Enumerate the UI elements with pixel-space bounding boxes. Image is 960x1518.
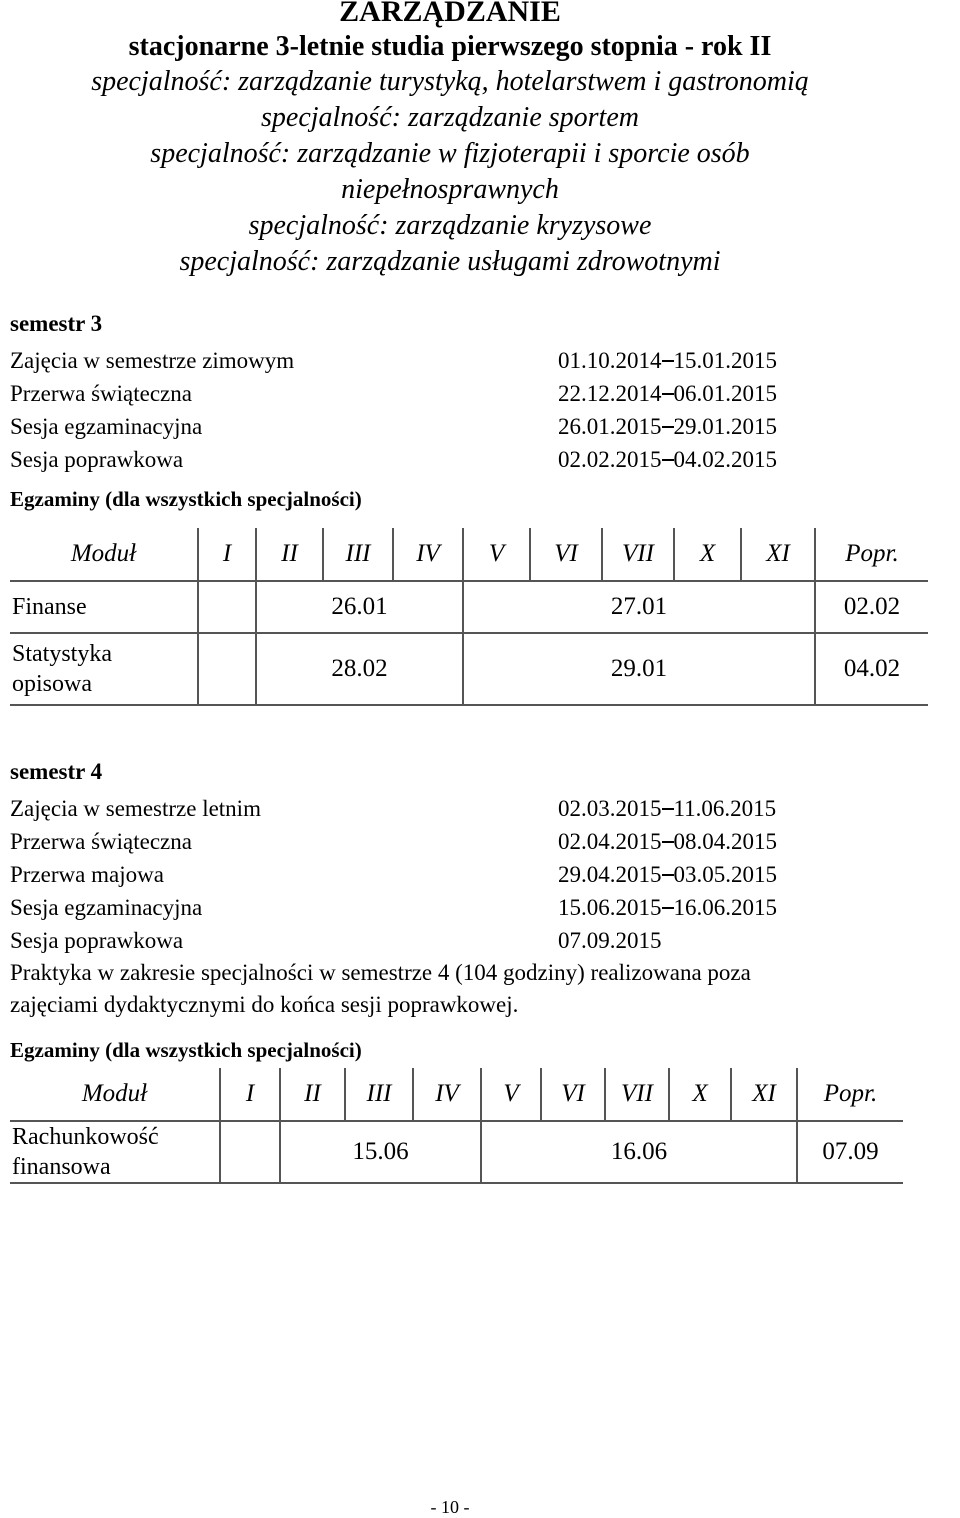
date-range-dash (662, 841, 674, 843)
schedule-label: Sesja poprawkowa (10, 928, 184, 953)
specialization-line: specjalność: zarządzanie sportem (261, 102, 639, 133)
schedule-row (10, 344, 910, 377)
exam-heading: Egzaminy (dla wszystkich specjalności) (10, 487, 362, 511)
document-title: ZARZĄDZANIE (339, 0, 561, 28)
schedule-dates (558, 858, 777, 891)
schedule-dates (558, 924, 662, 957)
schedule-dates (558, 891, 777, 924)
schedule-dates (558, 825, 777, 858)
schedule-row (10, 792, 910, 825)
date-from: 02.04.2015 (558, 829, 662, 854)
column-header: Popr. (797, 1068, 903, 1121)
date-to: 16.06.2015 (673, 895, 777, 920)
specialization-line: specjalność: zarządzanie w fizjoterapii i sporcie osób (150, 138, 750, 169)
schedule-label: Zajęcia w semestrze letnim (10, 796, 261, 821)
column-header: I (198, 528, 256, 581)
column-header: VI (541, 1068, 605, 1121)
retake-date-cell: 04.02 (815, 633, 928, 705)
internship-note-line: Praktyka w zakresie specjalności w semestrze 4 (104 godziny) realizowana poza (10, 960, 751, 985)
module-name: Rachunkowość finansowa (10, 1121, 220, 1183)
semester-4-exam-table (10, 1068, 903, 1184)
semester-heading: semestr 4 (10, 759, 103, 784)
schedule-label: Sesja egzaminacyjna (10, 414, 203, 439)
column-header: Moduł (10, 1068, 220, 1121)
date-from: 07.09.2015 (558, 928, 662, 953)
date-to: 03.05.2015 (673, 862, 777, 887)
semester-4-section (10, 758, 910, 1063)
table-row (10, 633, 928, 705)
semester-3-exam-table (10, 528, 928, 706)
schedule-row (10, 858, 910, 891)
date-from: 29.04.2015 (558, 862, 662, 887)
table-cell (220, 1121, 280, 1183)
date-range-dash (662, 393, 674, 395)
schedule-row (10, 410, 910, 443)
exam-date-cell: 26.01 (256, 581, 463, 633)
schedule-dates (558, 410, 777, 443)
internship-note-line: zajęciami dydaktycznymi do końca sesji poprawkowej. (10, 992, 519, 1017)
column-header: X (674, 528, 741, 581)
module-name: Statystyka opisowa (10, 633, 198, 705)
specialization-line: specjalność: zarządzanie turystyką, hotelarstwem i gastronomią (91, 66, 809, 97)
schedule-label: Przerwa świąteczna (10, 381, 192, 406)
date-from: 01.10.2014 (558, 348, 662, 373)
schedule-dates (558, 443, 777, 476)
specialization-line: niepełnosprawnych (341, 174, 559, 205)
exam-table-header (10, 528, 928, 581)
schedule-row (10, 443, 910, 476)
date-to: 08.04.2015 (673, 829, 777, 854)
date-from: 15.06.2015 (558, 895, 662, 920)
column-header: III (345, 1068, 413, 1121)
date-to: 04.02.2015 (673, 447, 777, 472)
table-row (10, 1121, 903, 1183)
table-cell (198, 581, 256, 633)
column-header: XI (731, 1068, 797, 1121)
column-header: I (220, 1068, 280, 1121)
column-header: VII (602, 528, 674, 581)
schedule-row (10, 891, 910, 924)
column-header: V (481, 1068, 541, 1121)
document-subtitle: stacjonarne 3-letnie studia pierwszego stopnia - rok II (128, 31, 772, 62)
semester-heading: semestr 3 (10, 311, 103, 336)
schedule-label: Sesja poprawkowa (10, 447, 184, 472)
retake-date-cell: 07.09 (797, 1121, 903, 1183)
schedule-label: Przerwa majowa (10, 862, 164, 887)
column-header: IV (393, 528, 463, 581)
column-header: IV (413, 1068, 481, 1121)
schedule-row (10, 377, 910, 410)
schedule-label: Zajęcia w semestrze zimowym (10, 348, 295, 373)
retake-date-cell: 02.02 (815, 581, 928, 633)
table-row (10, 581, 928, 633)
column-header: VI (530, 528, 602, 581)
semester-3-section (10, 310, 910, 512)
date-range-dash (662, 907, 674, 909)
date-from: 22.12.2014 (558, 381, 662, 406)
column-header: III (323, 528, 393, 581)
column-header: VII (605, 1068, 669, 1121)
exam-table-header (10, 1068, 903, 1121)
column-header: V (463, 528, 530, 581)
column-header: Moduł (10, 528, 198, 581)
date-range-dash (662, 360, 674, 362)
module-name: Finanse (10, 581, 198, 633)
exam-date-cell: 15.06 (280, 1121, 481, 1183)
schedule-row (10, 825, 910, 858)
schedule-label: Przerwa świąteczna (10, 829, 192, 854)
date-range-dash (662, 426, 674, 428)
specialization-line: specjalność: zarządzanie usługami zdrowotnymi (179, 246, 721, 277)
date-range-dash (662, 874, 674, 876)
semester-schedule (10, 792, 910, 957)
column-header: Popr. (815, 528, 928, 581)
exam-heading: Egzaminy (dla wszystkich specjalności) (10, 1038, 362, 1062)
specialization-line: specjalność: zarządzanie kryzysowe (248, 210, 652, 241)
date-to: 15.01.2015 (673, 348, 777, 373)
date-range-dash (662, 808, 674, 810)
date-from: 02.02.2015 (558, 447, 662, 472)
exam-date-cell: 28.02 (256, 633, 463, 705)
semester-schedule (10, 344, 910, 476)
exam-date-cell: 27.01 (463, 581, 815, 633)
schedule-label: Sesja egzaminacyjna (10, 895, 203, 920)
date-to: 11.06.2015 (673, 796, 777, 821)
column-header: II (280, 1068, 345, 1121)
exam-date-cell: 16.06 (481, 1121, 797, 1183)
date-to: 29.01.2015 (673, 414, 777, 439)
date-range-dash (662, 459, 674, 461)
schedule-dates (558, 344, 777, 377)
exam-date-cell: 29.01 (463, 633, 815, 705)
column-header: XI (741, 528, 815, 581)
table-cell (198, 633, 256, 705)
page-number: - 10 - (430, 1497, 470, 1517)
date-from: 26.01.2015 (558, 414, 662, 439)
date-to: 06.01.2015 (673, 381, 777, 406)
schedule-dates (558, 792, 776, 825)
document-header (0, 0, 900, 280)
date-from: 02.03.2015 (558, 796, 662, 821)
column-header: II (256, 528, 323, 581)
schedule-dates (558, 377, 777, 410)
schedule-row (10, 924, 910, 957)
column-header: X (669, 1068, 731, 1121)
